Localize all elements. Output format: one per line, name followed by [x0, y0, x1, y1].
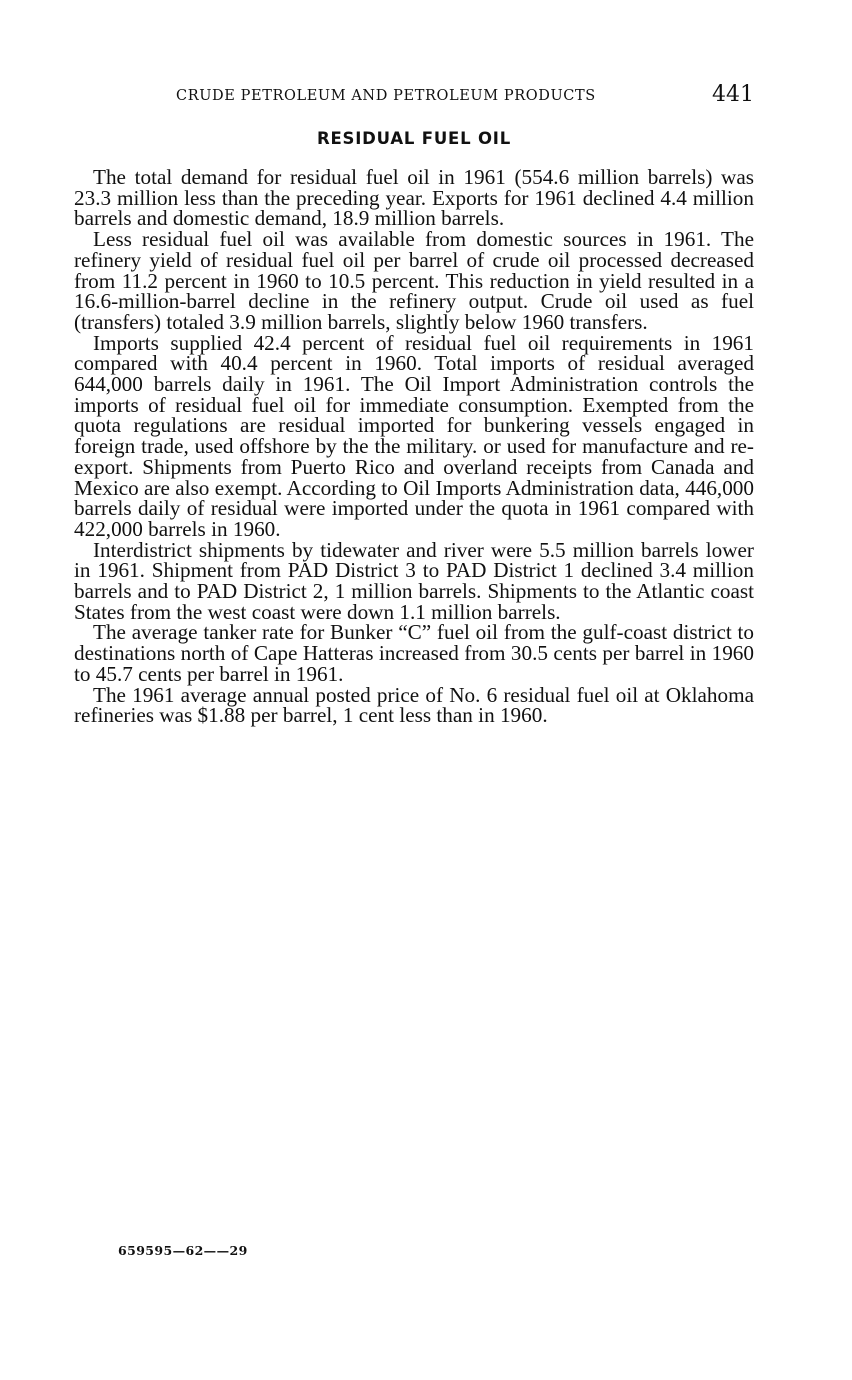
paragraph-domestic-sources: Less residual fuel oil was available from domestic sources in 1961. The refinery yield of residual fuel oil per barrel of crude oil processed decreased from 11.2 percent in 1960 to 10.5 percent. This reduction in yield resulted in a 16.6-million-barrel decline in the refinery output. Crude oil used as fuel (transfers) totaled 3.9 million barrels, slightly below 1960 transfers. [74, 227, 754, 334]
paragraph-tanker-rate: The average tanker rate for Bunker “C” fuel oil from the gulf-coast district to destinations north of Cape Hatteras increased from 30.5 cents per barrel in 1960 to 45.7 cents per barrel in 1961. [74, 620, 754, 686]
footer-print-code: 659595—62——29 [118, 1243, 248, 1258]
paragraph-posted-price: The 1961 average annual posted price of No. 6 residual fuel oil at Oklahoma refineries was $1.88 per barrel, 1 cent less than in 1960. [74, 682, 754, 728]
running-title: CRUDE PETROLEUM AND PETROLEUM PRODUCTS [176, 88, 596, 104]
body-text [74, 167, 754, 726]
page-number: 441 [712, 82, 754, 107]
paragraph-total-demand: The total demand for residual fuel oil in 1961 (554.6 million barrels) was 23.3 million less than the preceding year. Exports for 1961 declined 4.4 million barrels and domestic demand, 18.9 million barrels. [74, 165, 754, 231]
section-heading: RESIDUAL FUEL OIL [316, 129, 512, 148]
paragraph-imports: Imports supplied 42.4 percent of residual fuel oil requirements in 1961 compared with 40.4 percent in 1960. Total imports of residual averaged 644,000 barrels daily in 1961. The Oil Import Administration controls the imports of residual fuel oil for immediate consumption. Exempted from the quota regulations are residual imported for bunkering vessels engaged in foreign trade, used offshore by the the military. or used for manufacture and re-export. Shipments from Puerto Rico and overland receipts from Canada and Mexico are also exempt. According to Oil Imports Administration data, 446,000 barrels daily of residual were imported under the quota in 1961 compared with 422,000 barrels in 1960. [74, 330, 754, 541]
paragraph-interdistrict-shipments: Interdistrict shipments by tidewater and river were 5.5 million barrels lower in 1961. Shipment from PAD District 3 to PAD District 1 declined 3.4 million barrels and to PAD District 2, 1 million barrels. Shipments to the Atlantic coast States from the west coast were down 1.1 million barrels. [74, 537, 754, 624]
running-head [176, 84, 754, 110]
